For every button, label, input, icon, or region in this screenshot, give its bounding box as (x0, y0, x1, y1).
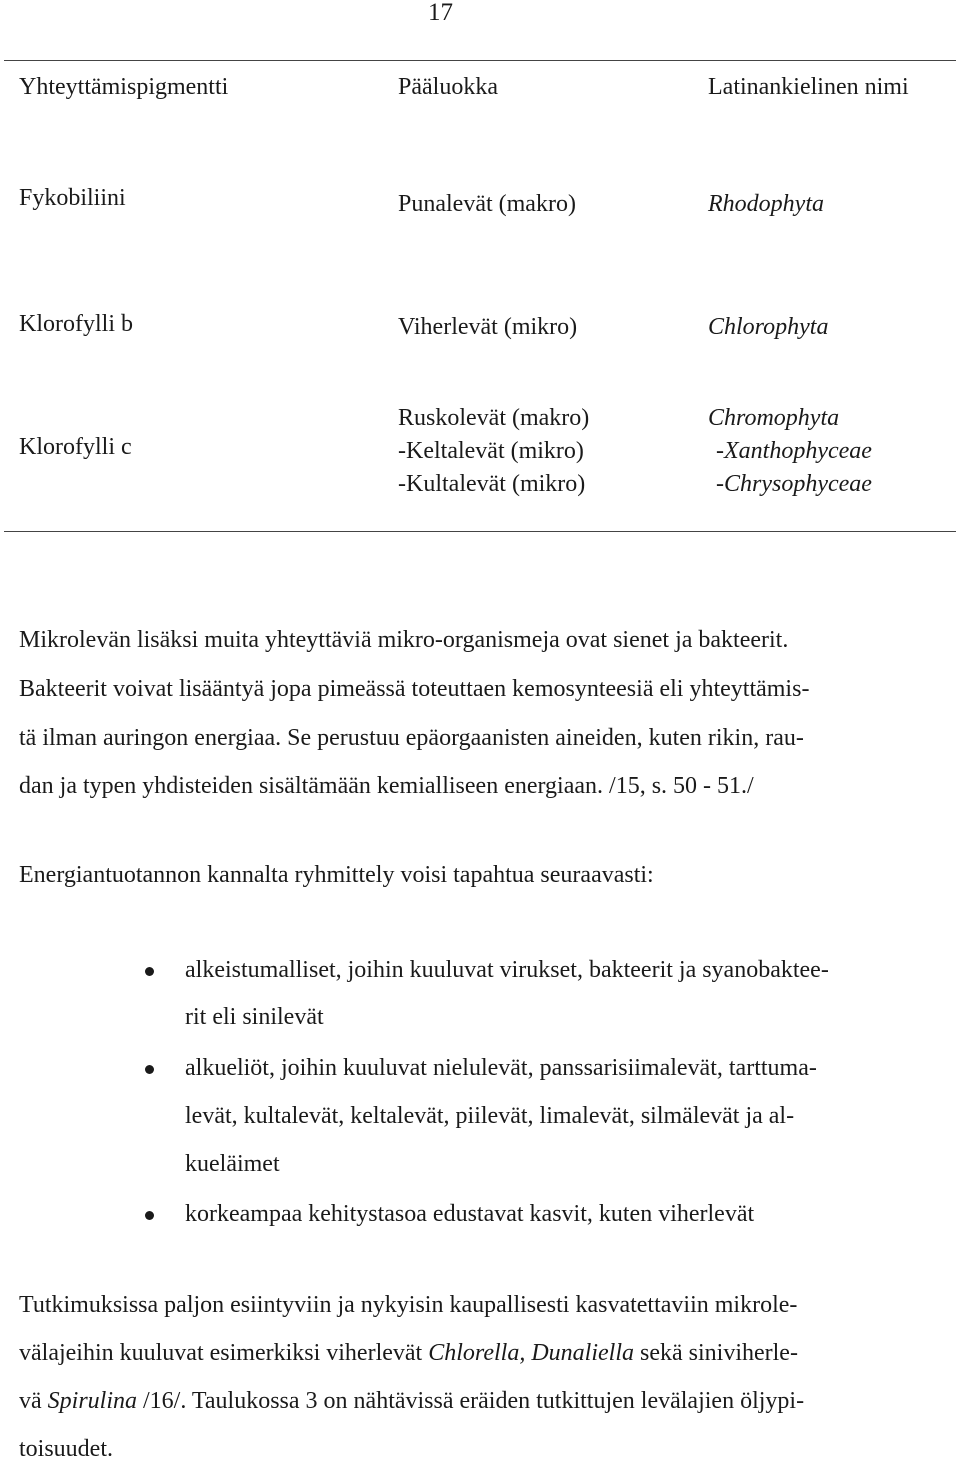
list-item-continuation: kueläimet (185, 1151, 280, 1177)
table-top-rule (4, 60, 956, 61)
page-number: 17 (428, 0, 453, 26)
list-item: korkeampaa kehitystasoa edustavat kasvit, kuten viherlevät (185, 1201, 755, 1227)
table-cell-latin: -Chrysophyceae (716, 471, 872, 497)
bullet-icon (145, 967, 154, 976)
paragraph-line (19, 1329, 939, 1378)
table-cell-class: Viherlevät (mikro) (398, 314, 578, 340)
species-name: Spirulina (47, 1388, 137, 1414)
table-cell-class: -Kultalevät (mikro) (398, 471, 586, 497)
table-cell-latin: Rhodophyta (708, 191, 824, 217)
species-names: Chlorella, Dunaliella (428, 1340, 634, 1366)
paragraph-line: Bakteerit voivat lisääntyä jopa pimeässä toteuttaen kemosynteesiä eli yhteyttämis- (19, 676, 810, 702)
table-cell-class: Ruskolevät (makro) (398, 405, 590, 431)
table-cell-pigment: Klorofylli b (19, 311, 133, 337)
paragraph-line (19, 1377, 939, 1426)
table-cell-latin: Chromophyta (708, 405, 840, 431)
text-run: /16/. Taulukossa 3 on nähtävissä eräiden tutkittujen levälajien öljypi- (137, 1388, 805, 1414)
paragraph-line: Tutkimuksissa paljon esiintyviin ja nykyisin kaupallisesti kasvatettaviin mikrole- (19, 1292, 798, 1318)
text-run: välajeihin kuuluvat esimerkiksi viherlevät (19, 1340, 429, 1366)
table-cell-class: Punalevät (makro) (398, 191, 576, 217)
paragraph-line: Mikrolevän lisäksi muita yhteyttäviä mikro-organismeja ovat sienet ja bakteerit. (19, 627, 789, 653)
table-header-class: Pääluokka (398, 74, 498, 100)
paragraph-intro: Energiantuotannon kannalta ryhmittely voisi tapahtua seuraavasti: (19, 862, 654, 888)
list-item: alkeistumalliset, joihin kuuluvat virukset, bakteerit ja syanobaktee- (185, 957, 829, 983)
list-item-continuation: rit eli sinilevät (185, 1004, 324, 1030)
bullet-icon (145, 1065, 154, 1074)
table-cell-pigment: Fykobiliini (19, 185, 126, 211)
paragraph-line: tä ilman auringon energiaa. Se perustuu epäorgaanisten aineiden, kuten rikin, rau- (19, 725, 804, 751)
table-cell-class: -Keltalevät (mikro) (398, 438, 584, 464)
table-bottom-rule (4, 531, 956, 532)
table-cell-latin: Chlorophyta (708, 314, 829, 340)
paragraph-line: toisuudet. (19, 1436, 113, 1462)
table-cell-latin: -Xanthophyceae (716, 438, 872, 464)
bullet-icon (145, 1211, 154, 1220)
list-item-continuation: levät, kultalevät, keltalevät, piilevät, limalevät, silmälevät ja al- (185, 1103, 795, 1129)
text-run: sekä siniviherle- (634, 1340, 798, 1366)
table-header-latin: Latinankielinen nimi (708, 74, 909, 100)
list-item: alkueliöt, joihin kuuluvat nielulevät, panssarisiimalevät, tarttuma- (185, 1055, 817, 1081)
table-header-pigment: Yhteyttämispigmentti (19, 74, 229, 100)
table-cell-pigment: Klorofylli c (19, 434, 132, 460)
paragraph-line: dan ja typen yhdisteiden sisältämään kemialliseen energiaan. /15, s. 50 - 51./ (19, 773, 754, 799)
text-run: vä (19, 1388, 48, 1414)
